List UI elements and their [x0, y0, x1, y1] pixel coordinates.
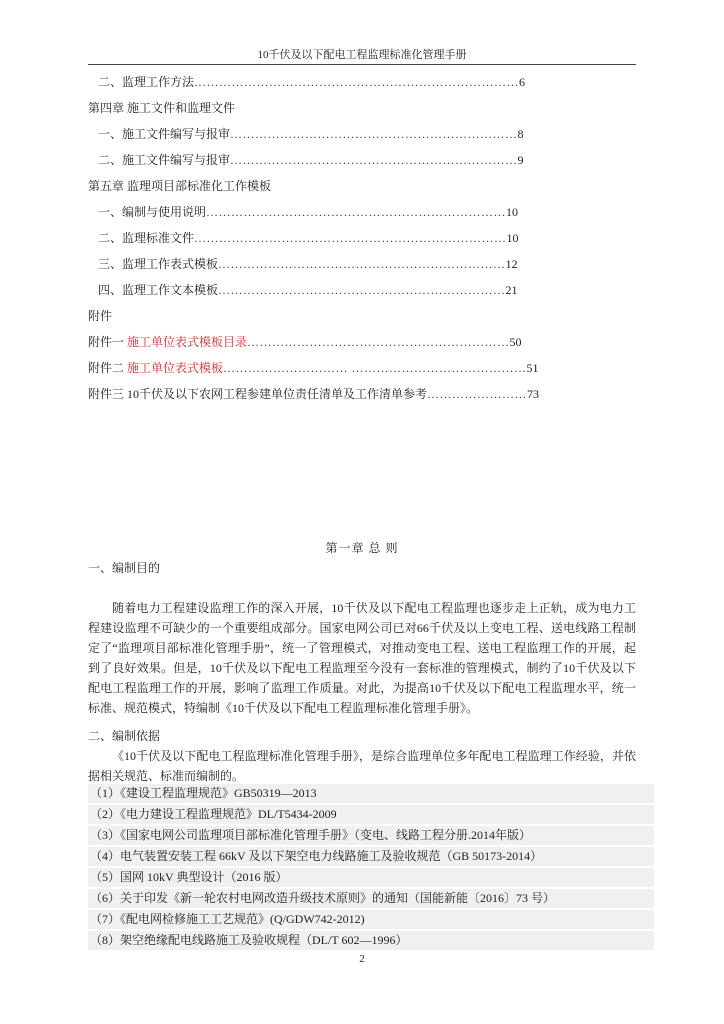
toc-page-number: 50: [509, 335, 522, 349]
toc-leader-dots: ……………………………………………………………: [230, 127, 518, 141]
toc-page-number: 10: [506, 231, 519, 245]
toc-leader-dots: ……………………: [427, 387, 528, 401]
toc-leader-dots: ……………………………………………………………: [218, 257, 506, 271]
reference-item: （7）《配电网检修施工工艺规范》(Q/GDW742-2012): [88, 910, 654, 929]
toc-page-number: 8: [517, 127, 524, 141]
toc-chapter-heading[interactable]: [88, 306, 636, 326]
toc-entry[interactable]: [88, 254, 636, 274]
toc-entry-label: 附件一: [88, 335, 125, 349]
reference-item: （6）关于印发《新一轮农村电网改造升级技术原则》的通知（国能新能〔2016〕73 号）: [88, 889, 654, 908]
reference-item: （1）《建设工程监理规范》GB50319—2013: [88, 784, 654, 803]
toc-leader-dots: ………………………………………………………: [247, 335, 510, 349]
toc-chapter-heading[interactable]: [88, 98, 636, 118]
toc-entry[interactable]: [88, 202, 636, 222]
toc-leader-dots: ………………………………………………………………: [206, 205, 507, 219]
toc-entry-label: 一、施工文件编写与报审: [98, 127, 231, 141]
toc-entry-label: 一、编制与使用说明: [98, 205, 207, 219]
toc-page-number: 12: [505, 257, 518, 271]
page-number: 2: [359, 953, 365, 965]
toc-page-number: 21: [505, 283, 518, 297]
section-paragraph: 《10千伏及以下配电工程监理标准化管理手册》，是综合监理单位多年配电工程监理工作经验，并依据相关规范、标准而编制的。: [88, 749, 636, 783]
toc-entry-label: 附件三 10千伏及以下农网工程参建单位责任清单及工作清单参考: [88, 387, 428, 401]
reference-item: （4）电气装置安装工程 66kV 及以下架空电力线路施工及验收规范（GB 50173-2014）: [88, 847, 654, 866]
toc-entry[interactable]: [88, 332, 636, 352]
toc-leader-dots: …………………………………………………………………: [194, 231, 507, 245]
page-header: 10千伏及以下配电工程监理标准化管理手册: [88, 48, 636, 65]
toc-entry-label: 二、监理标准文件: [98, 231, 195, 245]
toc-leader-dots: ……………………………………………………………: [230, 153, 518, 167]
toc-entry[interactable]: [88, 280, 636, 300]
toc-entry-label: 二、施工文件编写与报审: [98, 153, 231, 167]
toc-leader-dots: ………………………… ……………………………………: [223, 361, 527, 375]
toc-entry-label: 二、监理工作方法: [98, 75, 195, 89]
toc-chapter-heading[interactable]: [88, 176, 636, 196]
toc-entry[interactable]: [88, 150, 636, 170]
reference-item: （8）架空绝缘配电线路施工及验收规程（DL/T 602—1996）: [88, 931, 654, 950]
reference-item: （5）国网 10kV 典型设计（2016 版）: [88, 868, 654, 887]
toc-page-number: 51: [526, 361, 539, 375]
toc-entry[interactable]: [88, 228, 636, 248]
toc-entry-label-highlight: 施工单位表式模板: [127, 361, 224, 375]
toc-page-number: 73: [527, 387, 540, 401]
toc-entry-label: 附件二: [88, 361, 125, 375]
toc-leader-dots: ……………………………………………………………………: [194, 75, 520, 89]
toc-entry-label-highlight: 施工单位表式模板目录: [127, 335, 248, 349]
toc-entry[interactable]: [88, 384, 636, 404]
toc-leader-dots: ……………………………………………………………: [218, 283, 506, 297]
reference-item: （2）《电力建设工程监理规范》DL/T5434-2009: [88, 805, 654, 824]
toc-entry-label: 三、监理工作表式模板: [98, 257, 219, 271]
section-heading: 一、编制目的: [88, 561, 161, 575]
section-paragraph: 随着电力工程建设监理工作的深入开展，10千伏及以下配电工程监理也逐步走上正轨，成为电力工程建设监理不可缺少的一个重要组成部分。国家电网公司已对66千伏及以上变电工程、送电线路工程制定了“监理项目部标准化管理手册”，统一了管理模式，对推动变电工程、送电工程监理工作的开展，起到了良好效果。但是，10千伏及以下配电工程监理至今没有一套标准的管理模式，制约了10千伏及以下配电工程监理工作的开展，影响了监理工作质量。对此，为提高10千伏及以下配电工程监理水平，统一标准、规范模式，特编制《10千伏及以下配电工程监理标准化管理手册》。: [88, 601, 636, 715]
reference-list: [88, 784, 654, 952]
toc-entry-label: 第五章 监理项目部标准化工作模板: [88, 179, 272, 193]
toc-entry-label: 附件: [88, 309, 113, 323]
toc-page-number: 9: [517, 153, 524, 167]
toc-page-number: 6: [519, 75, 526, 89]
toc-entry[interactable]: [88, 358, 636, 378]
reference-item: （3）《国家电网公司监理项目部标准化管理手册》（变电、线路工程分册.2014年版）: [88, 826, 654, 845]
toc-entry[interactable]: [88, 124, 636, 144]
toc-page-number: 10: [506, 205, 519, 219]
chapter-title: 第一章 总 则: [325, 541, 399, 555]
section-heading: 二、编制依据: [88, 729, 161, 743]
toc-entry-label: 四、监理工作文本模板: [98, 283, 219, 297]
toc-entry-label: 第四章 施工文件和监理文件: [88, 101, 236, 115]
toc-entry[interactable]: [88, 72, 636, 92]
